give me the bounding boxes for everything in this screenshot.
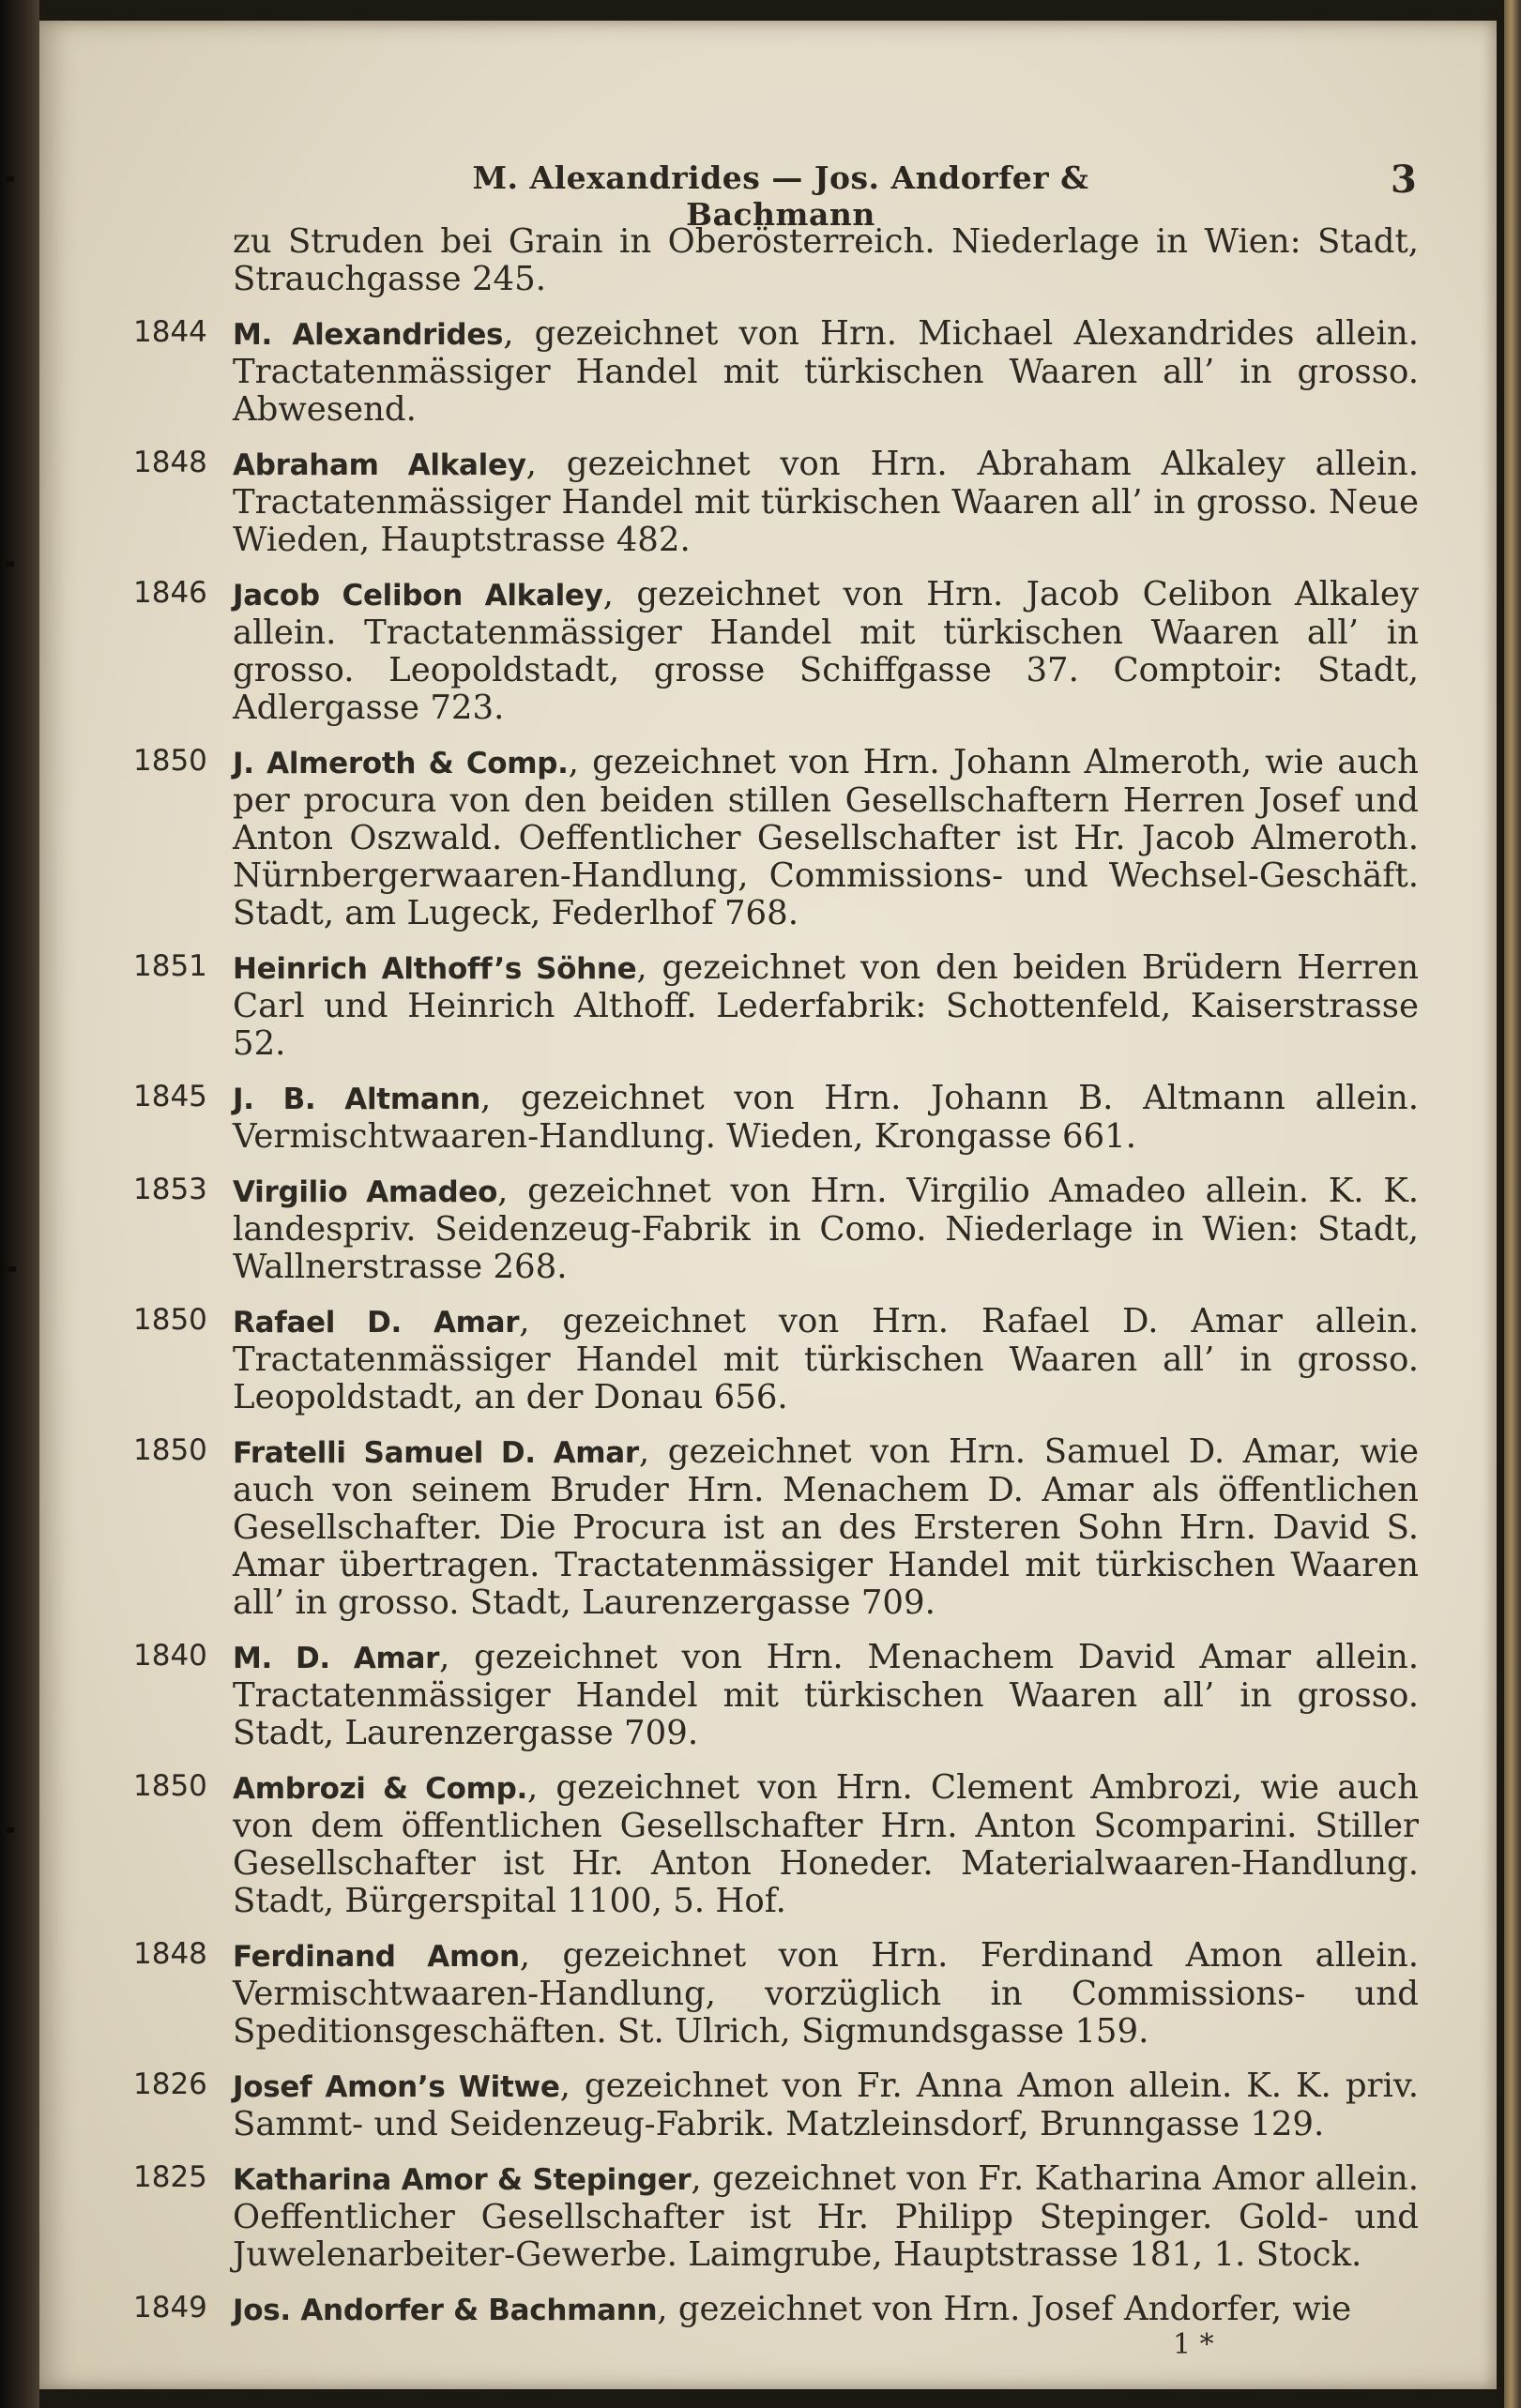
entry-firm-name: Fratelli Samuel D. Amar — [233, 1436, 639, 1470]
entry-text — [233, 446, 1419, 559]
entry-description: , gezeichnet von Hrn. Rafael D. Amar allein. Tractatenmässiger Handel mit türkischen Waaren all’ in grosso. Leopoldstadt, an der Donau 656. — [233, 1302, 1419, 1416]
entry-description: , gezeichnet von Hrn. Abraham Alkaley allein. Tractatenmässiger Handel mit türkischen Waaren all’ in grosso. Neue Wieden, Hauptstrasse 482. — [233, 445, 1420, 559]
entry-text — [233, 1080, 1419, 1156]
directory-entry — [133, 315, 1419, 429]
entry-year: 1840 — [133, 1639, 207, 1673]
entry-firm-name: Josef Amon’s Witwe — [233, 2070, 560, 2104]
entry-description: , gezeichnet von Hrn. Josef Andorfer, wie — [657, 2290, 1352, 2328]
entry-year: 1851 — [133, 949, 207, 983]
entry-firm-name: M. D. Amar — [233, 1642, 440, 1675]
entry-firm-name: Virgilio Amadeo — [233, 1175, 498, 1209]
entry-year: 1825 — [133, 2160, 207, 2194]
entry-year: 1845 — [133, 1080, 207, 1113]
directory-entry — [133, 2291, 1419, 2329]
entry-description: , gezeichnet von Fr. Anna Amon allein. K. K. priv. Sammt- und Seidenzeug-Fabrik. Matzleinsdorf, Brunngasse 129. — [233, 2067, 1419, 2143]
entry-firm-name: M. Alexandrides — [233, 318, 504, 352]
continuation-entry — [133, 223, 1419, 298]
entry-text — [233, 1769, 1419, 1920]
directory-entry — [133, 1937, 1419, 2051]
entry-year: 1848 — [133, 1937, 207, 1971]
directory-entry — [133, 1769, 1419, 1920]
entry-text — [233, 315, 1419, 429]
entry-description: , gezeichnet von Hrn. Menachem David Amar allein. Tractatenmässiger Handel mit türkischen Waaren all’ in grosso. Stadt, Laurenzergasse 709. — [233, 1638, 1419, 1752]
directory-entry — [133, 1433, 1419, 1622]
entry-text — [233, 2160, 1419, 2274]
entry-firm-name: J. Almeroth & Comp. — [233, 747, 569, 780]
entry-text — [233, 2291, 1419, 2329]
directory-entries — [133, 223, 1419, 2346]
directory-entry — [133, 744, 1419, 932]
entry-text — [233, 1433, 1419, 1622]
entry-firm-name: Rafael D. Amar — [233, 1306, 520, 1340]
directory-entry — [133, 446, 1419, 559]
entry-text — [233, 1173, 1419, 1286]
entry-year: 1850 — [133, 1433, 207, 1467]
entry-text — [233, 576, 1419, 727]
entry-text — [233, 2067, 1419, 2143]
margin-mark — [6, 561, 14, 567]
entry-firm-name: Jacob Celibon Alkaley — [233, 579, 603, 613]
entry-firm-name: Katharina Amor & Stepinger — [233, 2163, 692, 2197]
directory-entry — [133, 2160, 1419, 2274]
running-head: M. Alexandrides — Jos. Andorfer & Bachmann — [472, 159, 1089, 233]
entry-firm-name: Abraham Alkaley — [233, 448, 526, 482]
book-page — [39, 21, 1497, 2389]
entry-year: 1844 — [133, 315, 207, 349]
entry-description: , gezeichnet von Hrn. Jacob Celibon Alkaley allein. Tractatenmässiger Handel mit türkischen Waaren all’ in grosso. Leopoldstadt, grosse Schiffgasse 37. Comptoir: Stadt, Adlergasse 723. — [233, 575, 1419, 727]
margin-mark — [6, 176, 14, 182]
directory-entry — [133, 2067, 1419, 2143]
entry-description: , gezeichnet von Hrn. Michael Alexandrides allein. Tractatenmässiger Handel mit türkischen Waaren all’ in grosso. Abwesend. — [233, 314, 1419, 429]
entry-year: 1853 — [133, 1173, 207, 1206]
entry-description: , gezeichnet von Hrn. Clement Ambrozi, wie auch von dem öffentlichen Gesellschafter Hrn. Anton Scomparini. Stiller Gesellschafter ist Hr. Anton Honeder. Materialwaaren-Handlung. Stadt, Bürgerspital 1100, 5. Hof. — [233, 1768, 1419, 1920]
entry-firm-name: Jos. Andorfer & Bachmann — [233, 2294, 658, 2327]
margin-mark — [6, 1827, 14, 1833]
book-binding-right — [1504, 0, 1521, 2408]
entry-year: 1826 — [133, 2067, 207, 2101]
entry-year: 1850 — [133, 1769, 207, 1803]
entry-text — [233, 744, 1419, 932]
entry-description: , gezeichnet von Hrn. Ferdinand Amon allein. Vermischtwaaren-Handlung, vorzüglich in Commissions- und Speditionsgeschäften. St. Ulrich, Sigmundsgasse 159. — [233, 1936, 1419, 2051]
entry-year: 1846 — [133, 576, 207, 610]
entry-text — [233, 1639, 1419, 1752]
directory-entry — [133, 1173, 1419, 1286]
margin-mark — [8, 1266, 16, 1272]
entry-text — [233, 1303, 1419, 1416]
entry-firm-name: Ferdinand Amon — [233, 1940, 520, 1974]
entry-year: 1848 — [133, 446, 207, 479]
entry-firm-name: Ambrozi & Comp. — [233, 1772, 527, 1806]
directory-entry — [133, 1303, 1419, 1416]
entry-description: , gezeichnet von Hrn. Virgilio Amadeo allein. K. K. landespriv. Seidenzeug-Fabrik in Como. Niederlage in Wien: Stadt, Wallnerstrasse 268. — [233, 1172, 1420, 1286]
page-number: 3 — [1391, 158, 1417, 202]
entry-year: 1849 — [133, 2291, 207, 2325]
directory-entry — [133, 1639, 1419, 1752]
entry-firm-name: Heinrich Althoff’s Söhne — [233, 952, 637, 986]
directory-entry — [133, 949, 1419, 1063]
entry-description: , gezeichnet von Hrn. Johann Almeroth, wie auch per procura von den beiden stillen Gesellschaftern Herren Josef und Anton Oszwald. Oeffentlicher Gesellschafter ist Hr. Jacob Almeroth. Nürnbergerwaaren-Handlung, Commissions- und Wechsel-Geschäft. Stadt, am Lugeck, Federlhof 768. — [233, 743, 1419, 932]
entry-firm-name: J. B. Altmann — [233, 1083, 480, 1116]
signature-mark: 1 * — [1173, 2328, 1214, 2361]
entry-text — [233, 949, 1419, 1063]
entry-description: , gezeichnet von den beiden Brüdern Herren Carl und Heinrich Althoff. Lederfabrik: Schottenfeld, Kaiserstrasse 52. — [233, 948, 1419, 1063]
continuation-text: zu Struden bei Grain in Oberösterreich. Niederlage in Wien: Stadt, Strauchgasse 245. — [233, 222, 1419, 298]
book-binding-left — [0, 0, 39, 2408]
entry-description: , gezeichnet von Hrn. Johann B. Altmann allein. Vermischtwaaren-Handlung. Wieden, Krongasse 661. — [233, 1079, 1419, 1156]
entry-description: , gezeichnet von Hrn. Samuel D. Amar, wie auch von seinem Bruder Hrn. Menachem D. Amar als öffentlichen Gesellschafter. Die Procura ist an des Ersteren Sohn Hrn. David S. Amar übertragen. Tractatenmässiger Handel mit türkischen Waaren all’ in grosso. Stadt, Laurenzergasse 709. — [233, 1432, 1419, 1622]
entry-text — [233, 1937, 1419, 2051]
entry-description: , gezeichnet von Fr. Katharina Amor allein. Oeffentlicher Gesellschafter ist Hr. Philipp Stepinger. Gold- und Juwelenarbeiter-Gewerbe. Laimgrube, Hauptstrasse 181, 1. Stock. — [233, 2159, 1420, 2274]
directory-entry — [133, 576, 1419, 727]
entry-year: 1850 — [133, 744, 207, 778]
entry-year: 1850 — [133, 1303, 207, 1337]
directory-entry — [133, 1080, 1419, 1156]
